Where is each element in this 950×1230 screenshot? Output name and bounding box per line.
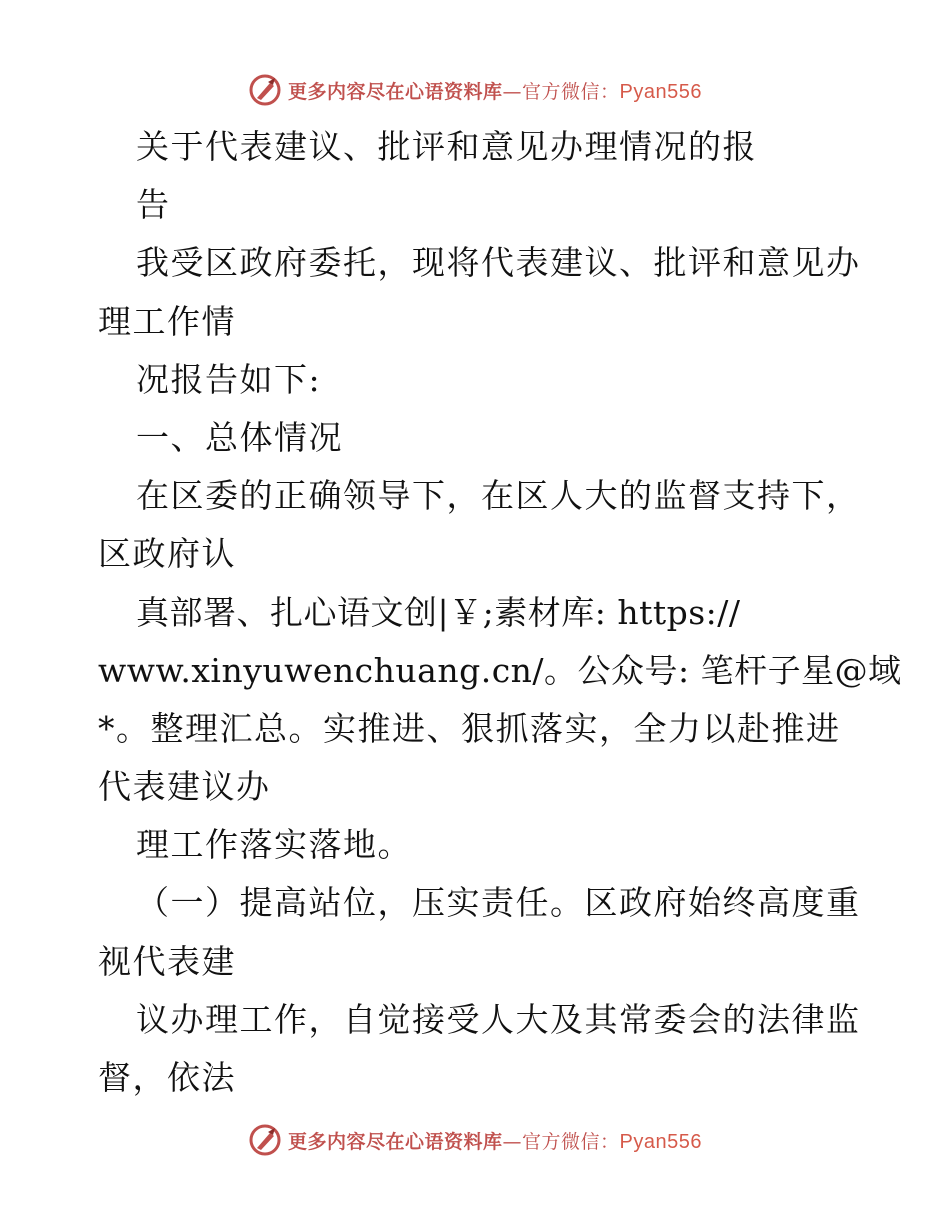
paragraph-line: www.xinyuwenchuang.cn/。公众号: 笔杆子星@域 — [98, 650, 902, 690]
paragraph-line: 议办理工作，自觉接受人大及其常委会的法律监 — [136, 999, 861, 1039]
paragraph-line: *。整理汇总。实推进、狠抓落实，全力以赴推进 — [98, 708, 841, 748]
title-line-2: 告 — [136, 185, 171, 225]
quill-pen-logo-icon — [248, 73, 282, 107]
section-heading: 一、总体情况 — [136, 417, 343, 457]
paragraph-line: 区政府认 — [98, 534, 236, 574]
paragraph-line: 况报告如下: — [136, 359, 322, 399]
paragraph-line: 我受区政府委托，现将代表建议、批评和意见办 — [136, 243, 861, 283]
paragraph-line: 视代表建 — [98, 941, 236, 981]
watermark-label: 官方微信： — [522, 1130, 620, 1153]
subsection-line: （一）提高站位，压实责任。区政府始终高度重 — [136, 883, 861, 923]
paragraph-line: 代表建议办 — [98, 767, 271, 807]
paragraph-line: 督，依法 — [98, 1058, 236, 1097]
watermark-label: 官方微信： — [522, 80, 620, 103]
paragraph-line: 真部署、扎心语文创|￥;素材库: https:// — [136, 592, 741, 632]
paragraph-line: 理工作情 — [98, 301, 236, 341]
watermark-brand: 更多内容尽在心语资料库 — [288, 1130, 503, 1153]
quill-pen-logo-icon — [248, 1123, 282, 1157]
watermark-separator: — — [502, 80, 523, 103]
watermark-separator: — — [502, 1130, 523, 1153]
paragraph-line: 在区委的正确领导下，在区人大的监督支持下， — [136, 476, 861, 516]
document-body — [98, 118, 902, 1107]
header-watermark — [0, 70, 950, 110]
watermark-wechat-id: Pyan556 — [619, 1130, 702, 1153]
footer-watermark — [0, 1120, 950, 1160]
paragraph-line: 理工作落实落地。 — [136, 825, 412, 865]
title-line-1: 关于代表建议、批评和意见办理情况的报 — [136, 127, 757, 166]
watermark-wechat-id: Pyan556 — [619, 80, 702, 103]
watermark-brand: 更多内容尽在心语资料库 — [288, 80, 503, 103]
